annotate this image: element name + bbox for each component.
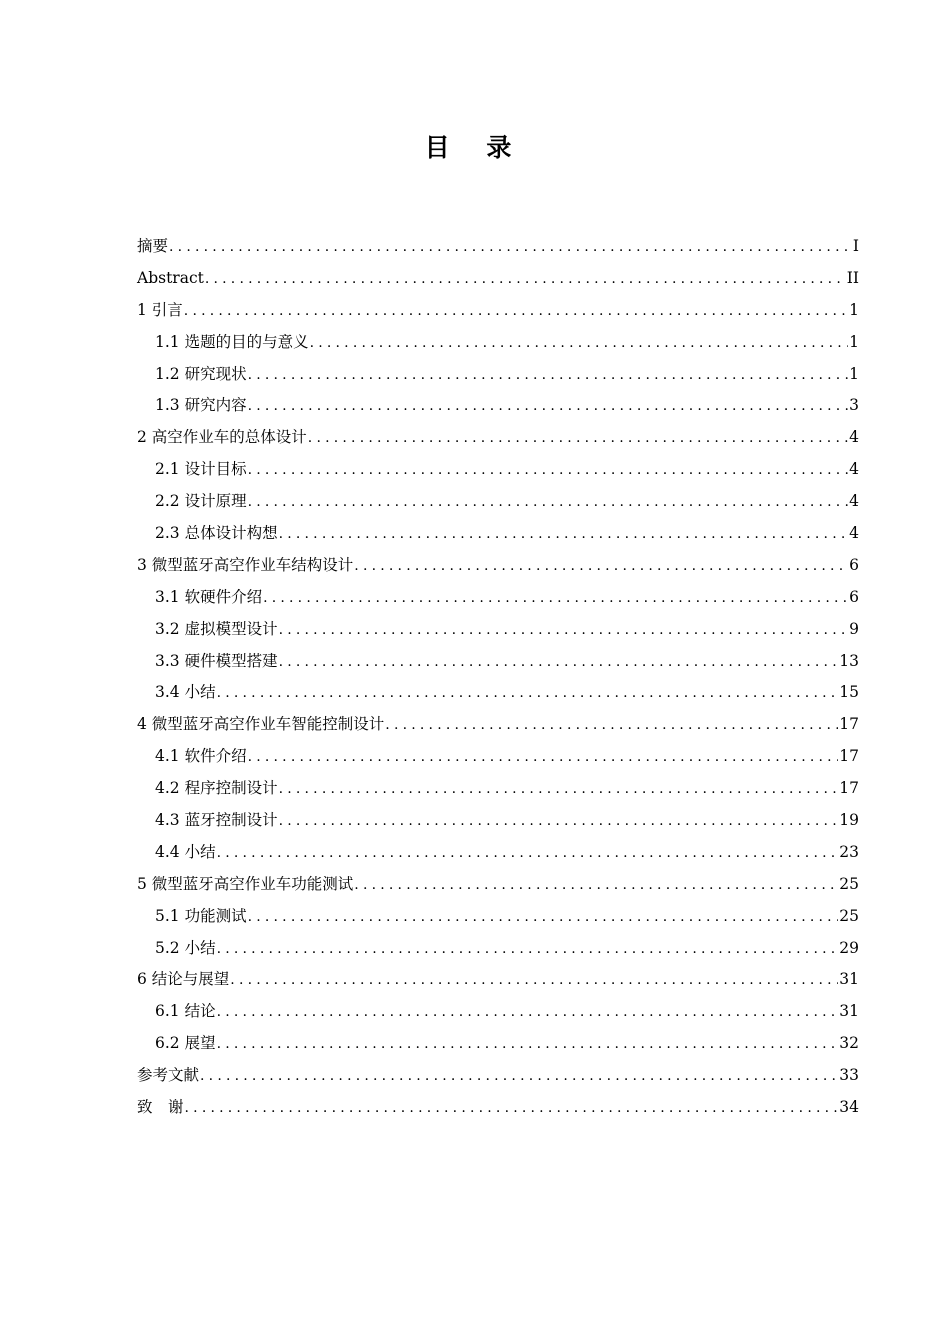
toc-entry-label: 4.4 小结 (155, 842, 216, 861)
toc-dot-leader (308, 423, 848, 455)
toc-entry[interactable] (137, 1092, 859, 1124)
toc-dot-leader (385, 710, 838, 742)
toc-entry-page-number: 4 (849, 492, 859, 511)
toc-entry-label: 2.2 设计原理 (155, 492, 247, 511)
toc-entry[interactable] (137, 359, 859, 391)
toc-entry-page-number: 31 (839, 1002, 859, 1021)
toc-entry-label: 5.1 功能测试 (155, 906, 247, 925)
toc-entry[interactable] (137, 677, 859, 709)
toc-dot-leader (263, 583, 848, 615)
toc-dot-leader (200, 1061, 838, 1093)
toc-entry[interactable] (137, 805, 859, 837)
toc-entry[interactable] (137, 582, 859, 614)
toc-dot-leader (248, 360, 849, 392)
toc-entry-page-number: 25 (839, 874, 859, 893)
toc-dot-leader (279, 806, 839, 838)
toc-entry-label: 2 高空作业车的总体设计 (137, 428, 307, 447)
toc-entry-page-number: 13 (839, 651, 859, 670)
toc-dot-leader (217, 838, 839, 870)
toc-dot-leader (310, 328, 849, 360)
toc-entry[interactable] (137, 486, 859, 518)
page-title: 目 录 (424, 133, 526, 162)
toc-dot-leader (354, 551, 848, 583)
toc-dot-leader (248, 391, 849, 423)
toc-entry-label: 5.2 小结 (155, 938, 216, 957)
toc-entry-page-number: 4 (849, 524, 859, 543)
toc-entry-page-number: 31 (839, 970, 859, 989)
toc-dot-leader (230, 965, 838, 997)
toc-entry[interactable] (137, 1060, 859, 1092)
toc-entry-label: 3 微型蓝牙高空作业车结构设计 (137, 555, 354, 574)
toc-entry[interactable] (137, 869, 859, 901)
toc-entry-page-number: 1 (849, 300, 859, 319)
toc-entry-label: 3.3 硬件模型搭建 (155, 651, 278, 670)
toc-entry-label: 参考文献 (137, 1066, 200, 1085)
toc-entry[interactable] (137, 1028, 859, 1060)
toc-entry-page-number: 6 (849, 555, 859, 574)
toc-entry-label: 3.4 小结 (155, 683, 216, 702)
toc-dot-leader (354, 870, 838, 902)
toc-entry[interactable] (137, 709, 859, 741)
toc-entry-page-number: 25 (839, 906, 859, 925)
toc-entry[interactable] (137, 773, 859, 805)
toc-entry-label: 3.2 虚拟模型设计 (155, 619, 278, 638)
toc-entry-page-number: 23 (839, 842, 859, 861)
toc-entry[interactable] (137, 518, 859, 550)
toc-entry[interactable] (137, 327, 859, 359)
toc-dot-leader (205, 264, 846, 296)
toc-entry[interactable] (137, 837, 859, 869)
toc-entry-page-number: 15 (839, 683, 859, 702)
toc-dot-leader (217, 1029, 839, 1061)
toc-dot-leader (279, 615, 849, 647)
toc-entry-label: 6.1 结论 (155, 1002, 216, 1021)
toc-entry-page-number: 4 (849, 460, 859, 479)
toc-entry[interactable] (137, 295, 859, 327)
toc-entry-page-number: 3 (849, 396, 859, 415)
toc-entry-label: 4.3 蓝牙控制设计 (155, 811, 278, 830)
toc-entry-page-number: II (846, 268, 859, 287)
toc-entry[interactable] (137, 933, 859, 965)
table-of-contents (137, 231, 859, 1124)
toc-entry-page-number: 17 (839, 779, 859, 798)
toc-dot-leader (248, 902, 839, 934)
toc-entry-label: 5 微型蓝牙高空作业车功能测试 (137, 874, 354, 893)
toc-dot-leader (169, 232, 852, 264)
toc-entry-label: Abstract (137, 268, 204, 287)
toc-entry-label: 摘要 (137, 237, 169, 255)
toc-entry-page-number: 34 (839, 1098, 859, 1117)
toc-dot-leader (279, 647, 839, 679)
toc-entry-label: 1 引言 (137, 300, 183, 319)
toc-dot-leader (185, 1093, 839, 1125)
toc-entry[interactable] (137, 422, 859, 454)
toc-entry-page-number: 29 (839, 938, 859, 957)
toc-entry[interactable] (137, 996, 859, 1028)
toc-dot-leader (248, 487, 849, 519)
toc-entry[interactable] (137, 741, 859, 773)
toc-entry[interactable] (137, 901, 859, 933)
toc-entry-label: 2.1 设计目标 (155, 460, 247, 479)
toc-dot-leader (184, 296, 848, 328)
toc-dot-leader (217, 934, 839, 966)
toc-dot-leader (217, 997, 839, 1029)
toc-entry-page-number: 1 (849, 364, 859, 383)
toc-entry-label: 2.3 总体设计构想 (155, 524, 278, 543)
toc-entry-page-number: 33 (839, 1066, 859, 1085)
toc-entry-label: 4.2 程序控制设计 (155, 779, 278, 798)
toc-entry[interactable] (137, 390, 859, 422)
toc-entry[interactable] (137, 614, 859, 646)
toc-entry-page-number: 17 (839, 747, 859, 766)
toc-entry-page-number: 9 (849, 619, 859, 638)
toc-entry-label: 1.3 研究内容 (155, 396, 247, 415)
toc-entry[interactable] (137, 231, 859, 263)
toc-entry[interactable] (137, 964, 859, 996)
toc-entry-page-number: 4 (849, 428, 859, 447)
toc-dot-leader (279, 519, 849, 551)
toc-entry-page-number: 19 (839, 811, 859, 830)
toc-entry[interactable] (137, 263, 859, 295)
toc-entry-label: 4.1 软件介绍 (155, 747, 247, 766)
toc-entry[interactable] (137, 550, 859, 582)
toc-entry-page-number: 17 (839, 715, 859, 734)
toc-entry-label: 致 谢 (137, 1098, 184, 1117)
toc-entry-page-number: I (852, 237, 859, 255)
toc-dot-leader (217, 678, 839, 710)
toc-entry-label: 6 结论与展望 (137, 970, 230, 989)
toc-entry-page-number: 32 (839, 1034, 859, 1053)
toc-entry[interactable] (137, 646, 859, 678)
toc-dot-leader (248, 455, 849, 487)
toc-entry[interactable] (137, 454, 859, 486)
toc-entry-label: 4 微型蓝牙高空作业车智能控制设计 (137, 715, 385, 734)
toc-entry-label: 6.2 展望 (155, 1034, 216, 1053)
toc-entry-label: 1.1 选题的目的与意义 (155, 332, 309, 351)
toc-entry-page-number: 1 (849, 332, 859, 351)
toc-dot-leader (248, 742, 839, 774)
toc-entry-page-number: 6 (849, 587, 859, 606)
toc-dot-leader (279, 774, 839, 806)
toc-entry-label: 3.1 软硬件介绍 (155, 587, 263, 606)
toc-entry-label: 1.2 研究现状 (155, 364, 247, 383)
